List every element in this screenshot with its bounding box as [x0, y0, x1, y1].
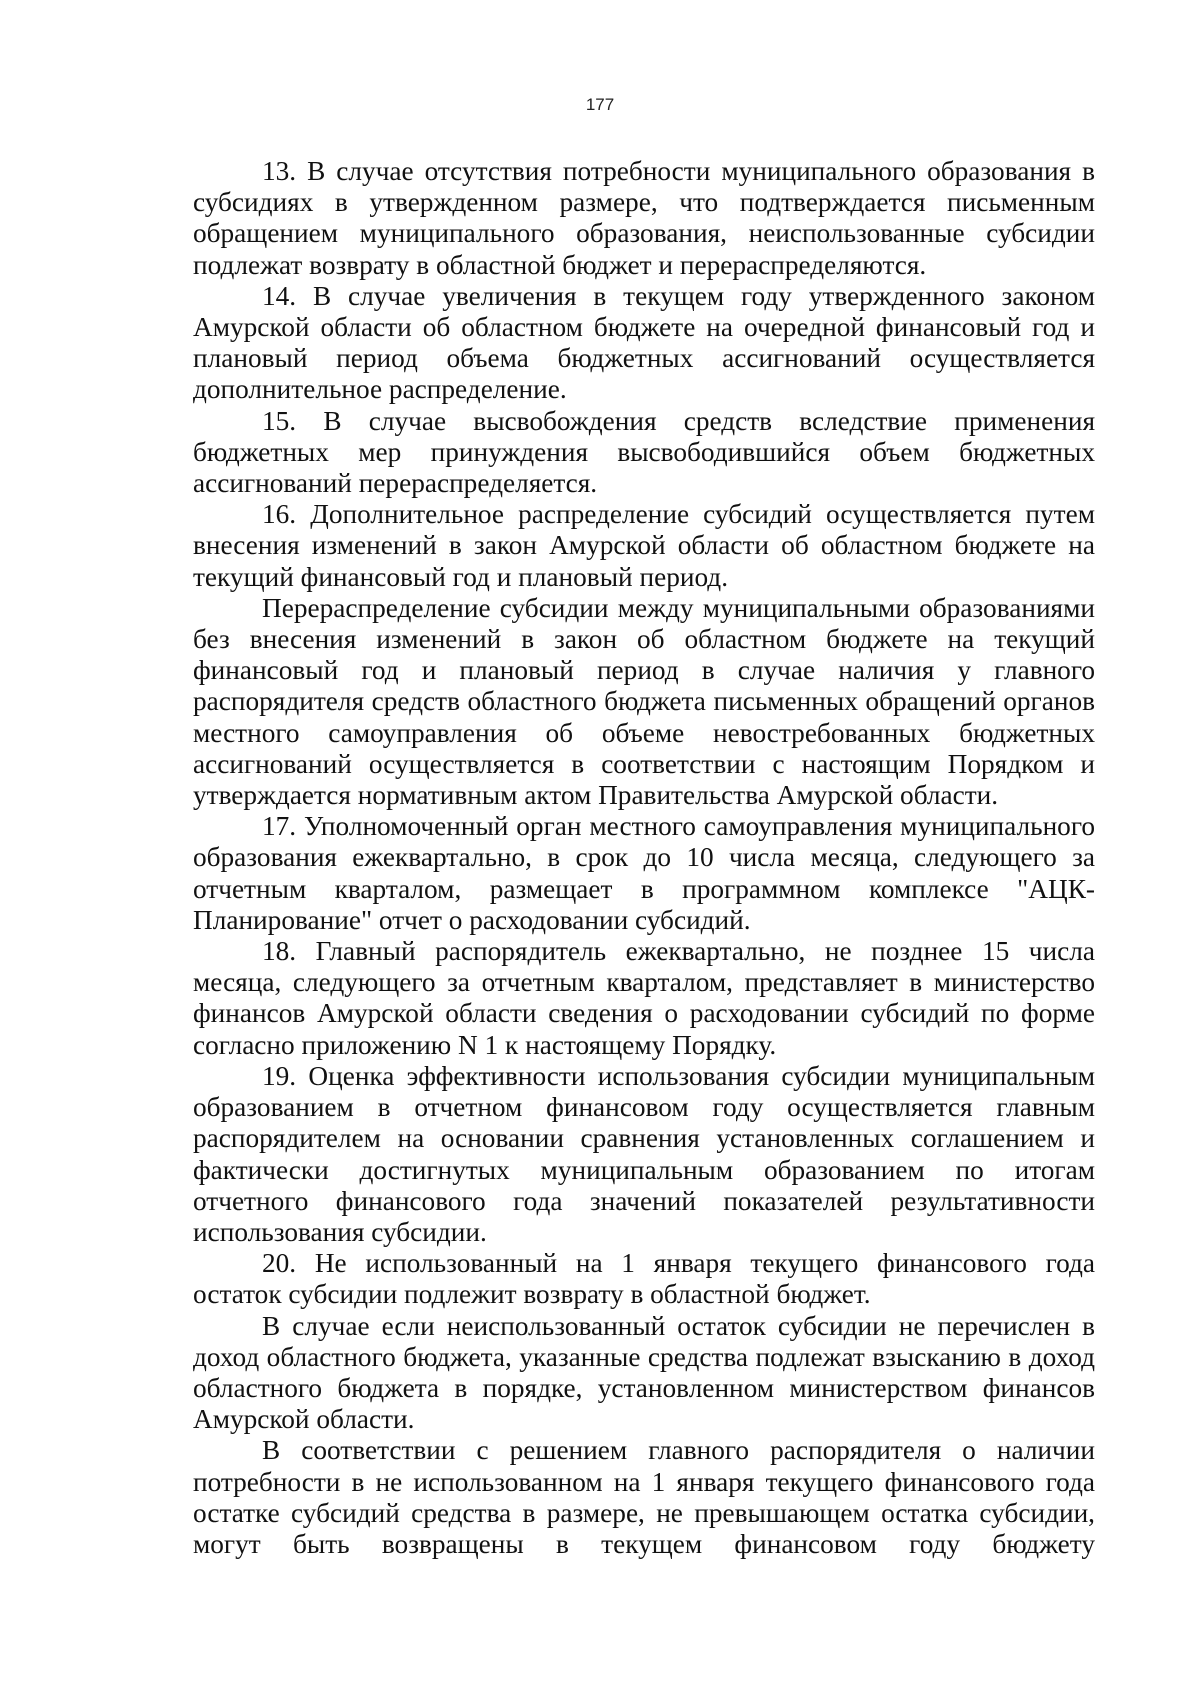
paragraph-18: 18. Главный распорядитель ежеквартально, не позднее 15 числа месяца, следующего за отчетным кварталом, представляет в министерство финансов Амурской области сведения о расходовании субсидий по форме согласно приложению N 1 к настоящему Порядку. [193, 936, 1095, 1060]
paragraph-20-return: В соответствии с решением главного распорядителя о наличии потребности в не использованном на 1 января текущего финансового года остатке субсидий средства в размере, не превышающем остатка субсидии, могут быть возвращены в текущем финансовом году бюджету [193, 1435, 1095, 1559]
paragraph-14: 14. В случае увеличения в текущем году утвержденного законом Амурской области об областном бюджете на очередной финансовый год и плановый период объема бюджетных ассигнований осуществляется дополнительное распределение. [193, 280, 1095, 405]
paragraph-16-redistribution: Перераспределение субсидии между муниципальными образованиями без внесения изменений в закон об областном бюджете на текущий финансовый год и плановый период в случае наличия у главного распорядителя средств областного бюджета письменных обращений органов местного самоуправления об объеме невостребованных бюджетных ассигнований осуществляется в соответствии с настоящим Порядком и утверждается нормативным актом Правительства Амурской области. [193, 592, 1095, 811]
paragraph-13: 13. В случае отсутствия потребности муниципального образования в субсидиях в утвержденном размере, что подтверждается письменным обращением муниципального образования, неиспользованные субсидии подлежат возврату в областной бюджет и перераспределяются. [193, 156, 1095, 280]
page-number: 177 [585, 95, 615, 114]
document-body [193, 156, 1095, 1560]
paragraph-20-recovery: В случае если неиспользованный остаток субсидии не перечислен в доход областного бюджета, указанные средства подлежат взысканию в доход областного бюджета в порядке, установленном министерством финансов Амурской области. [193, 1310, 1095, 1435]
paragraph-15: 15. В случае высвобождения средств вследствие применения бюджетных мер принуждения высвободившийся объем бюджетных ассигнований перераспределяется. [193, 405, 1095, 499]
paragraph-17: 17. Уполномоченный орган местного самоуправления муниципального образования ежеквартально, в срок до 10 числа месяца, следующего за отчетным кварталом, размещает в программном комплексе "АЦК-Планирование" отчет о расходовании субсидий. [193, 811, 1095, 935]
paragraph-20: 20. Не использованный на 1 января текущего финансового года остаток субсидии подлежит возврату в областной бюджет. [193, 1248, 1095, 1310]
paragraph-16: 16. Дополнительное распределение субсидий осуществляется путем внесения изменений в закон Амурской области об областном бюджете на текущий финансовый год и плановый период. [193, 499, 1095, 592]
paragraph-19: 19. Оценка эффективности использования субсидии муниципальным образованием в отчетном финансовом году осуществляется главным распорядителем на основании сравнения установленных соглашением и фактически достигнутых муниципальным образованием по итогам отчетного финансового года значений показателей результативности использования субсидии. [193, 1060, 1095, 1247]
